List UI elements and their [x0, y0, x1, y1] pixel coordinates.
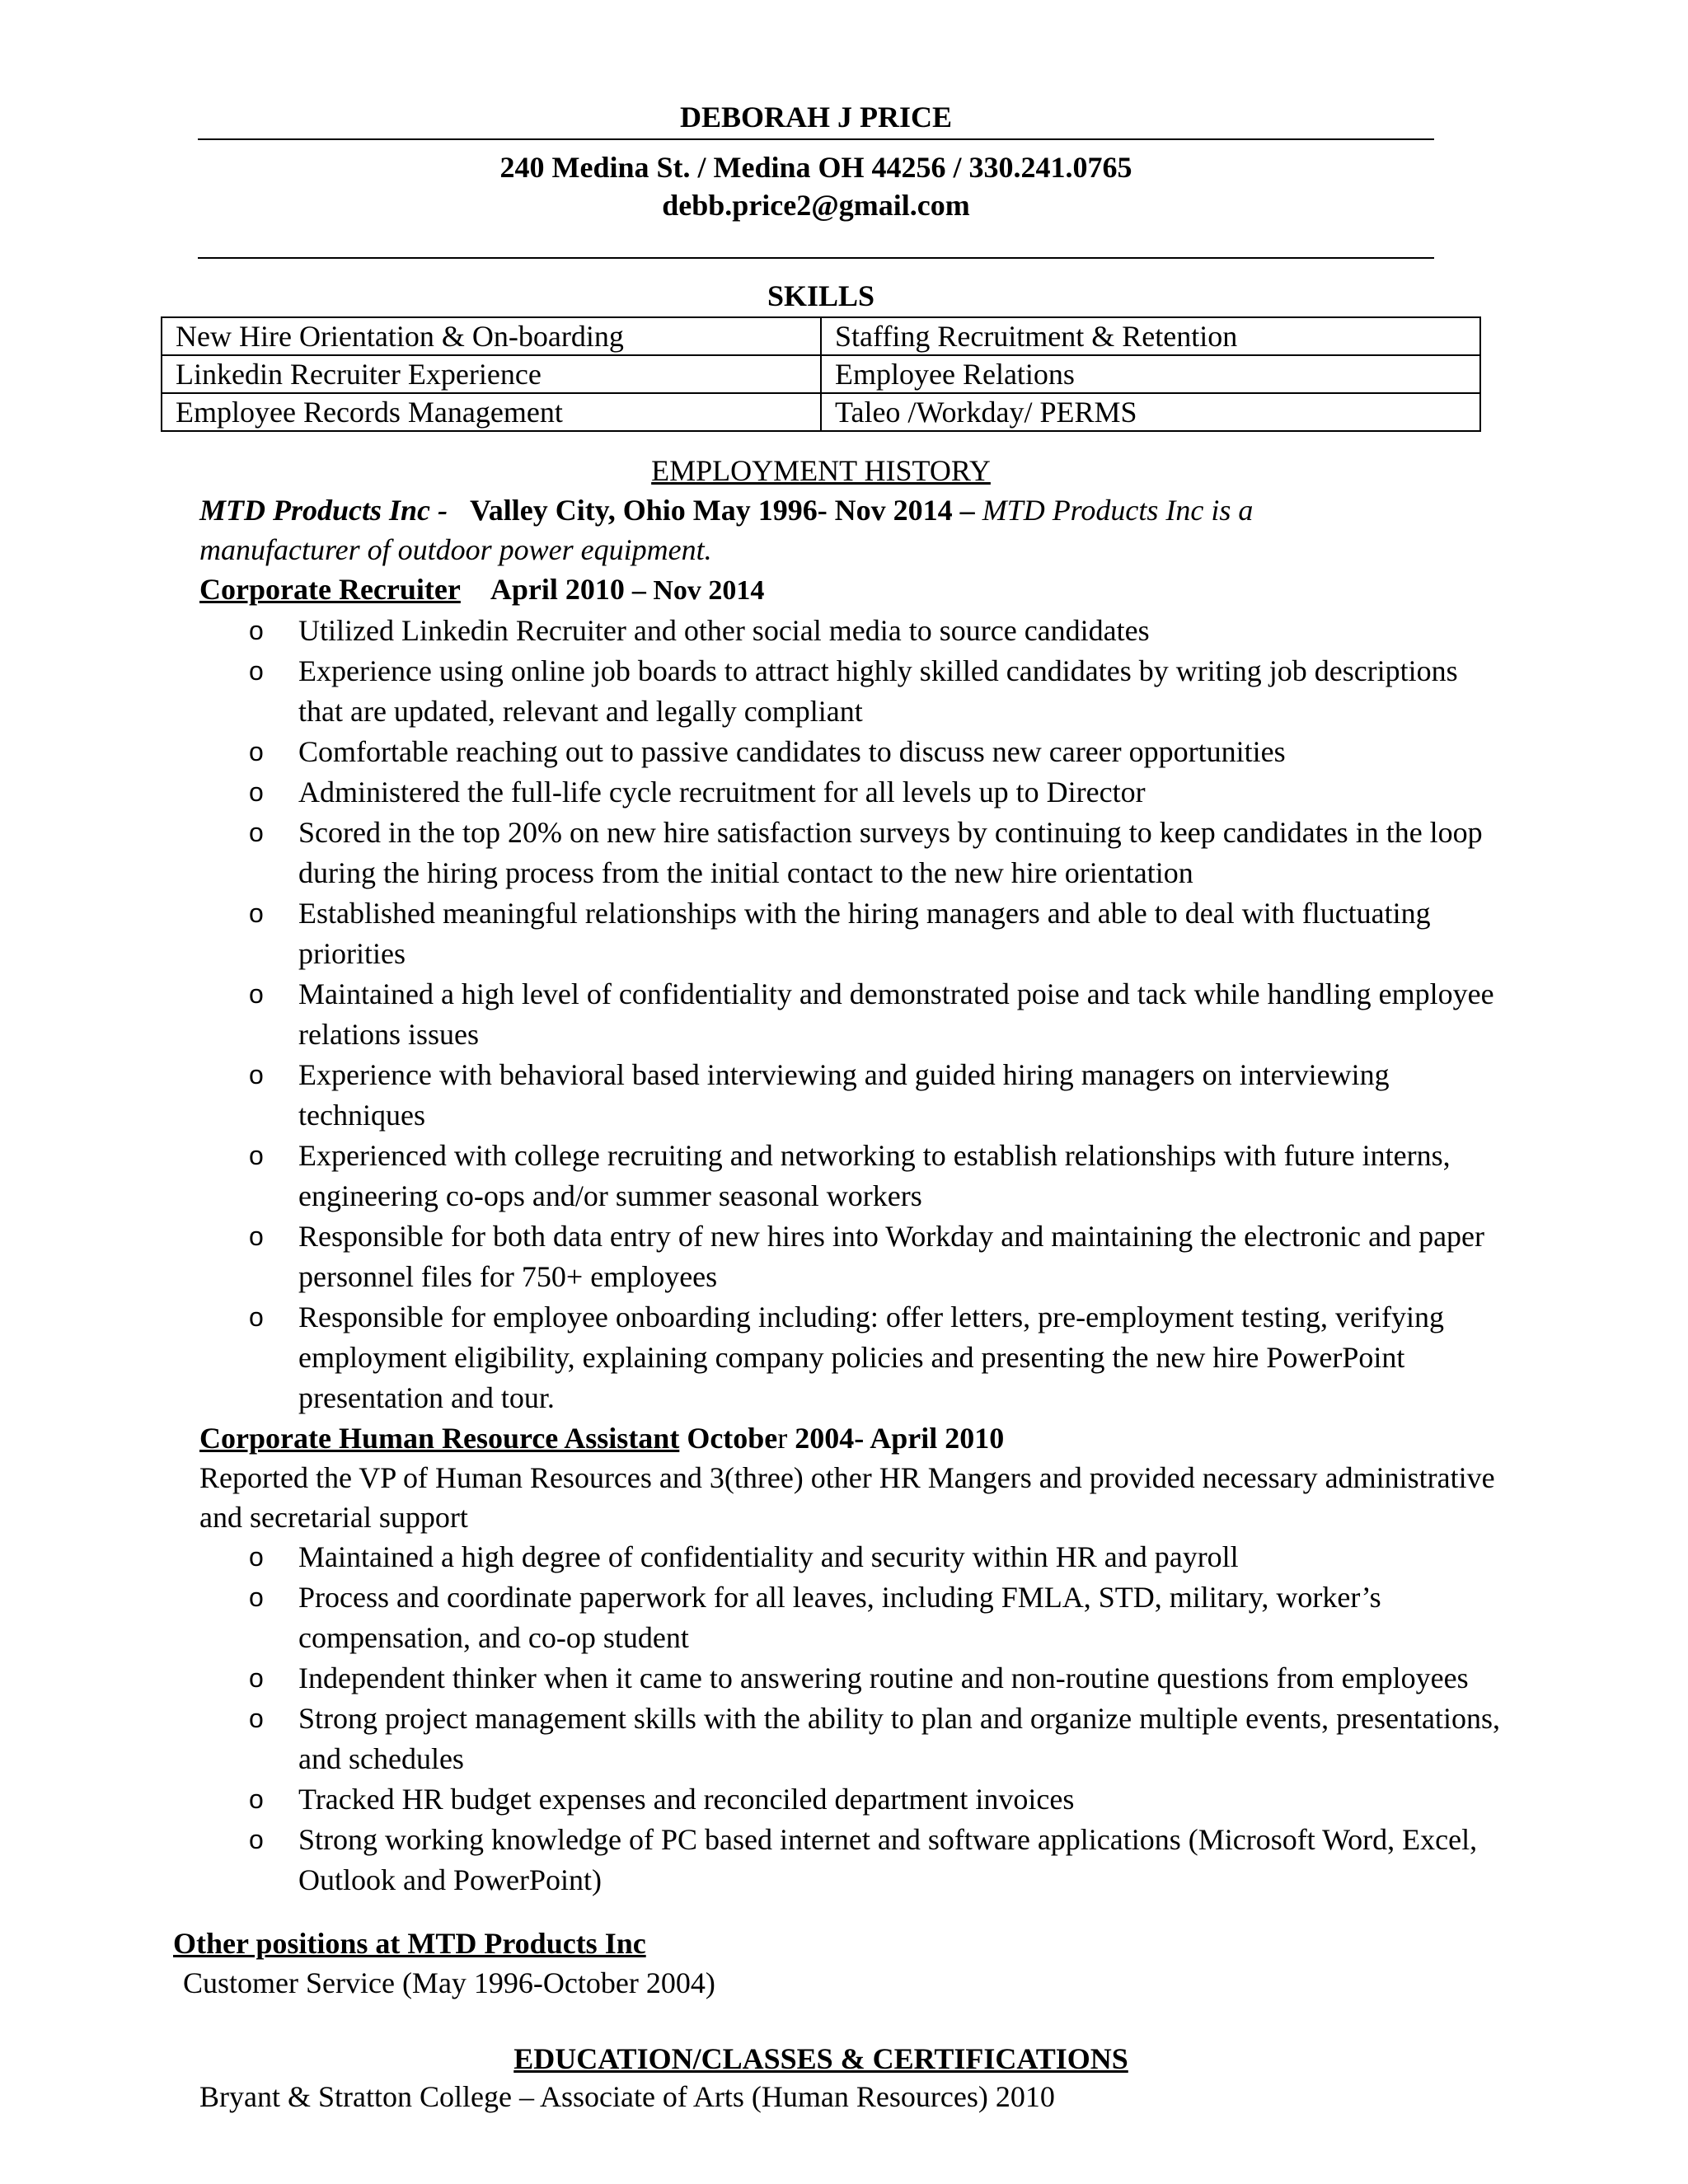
- other-positions-detail: Customer Service (May 1996-October 2004): [183, 1966, 715, 1999]
- list-item: o Maintained a high degree of confidentiality and security within HR and payroll: [249, 1540, 1239, 1573]
- skill-cell: Linkedin Recruiter Experience: [162, 355, 821, 393]
- skill-cell: Employee Relations: [821, 355, 1480, 393]
- list-item: o Scored in the top 20% on new hire satisfaction surveys by continuing to keep candidates in the loop during the hiring process from the initial contact to the new hire orientation: [249, 816, 1483, 889]
- skill-cell: New Hire Orientation & On-boarding: [162, 317, 821, 355]
- list-item: o Experience using online job boards to attract highly skilled candidates by writing job descriptions that are updated, relevant and legally compliant: [249, 654, 1458, 728]
- company-description-cont: manufacturer of outdoor power equipment.: [199, 533, 712, 566]
- skills-table: [161, 316, 1481, 432]
- role-title: Corporate Recruiter: [199, 573, 461, 606]
- list-item: o Tracked HR budget expenses and reconciled department invoices: [249, 1783, 1075, 1816]
- address-line: 240 Medina St. / Medina OH 44256 / 330.241.0765: [499, 151, 1132, 184]
- list-item: o Process and coordinate paperwork for all leaves, including FMLA, STD, military, worker’s compensation, and co-op student: [249, 1581, 1381, 1654]
- role-title: Corporate Human Resource Assistant: [199, 1422, 680, 1455]
- email-line: debb.price2@gmail.com: [662, 189, 970, 222]
- candidate-name: DEBORAH J PRICE: [679, 101, 953, 134]
- role-dates: Octobe: [687, 1422, 778, 1455]
- role-dates: April 2010: [490, 573, 625, 606]
- role-summary: Reported the VP of Human Resources and 3(three) other HR Mangers and provided necessary administrative and secretarial support: [199, 1461, 1495, 1534]
- list-item: o Independent thinker when it came to answering routine and non-routine questions from employees: [249, 1661, 1469, 1694]
- skill-cell: Employee Records Management: [162, 393, 821, 431]
- skill-cell: Staffing Recruitment & Retention: [821, 317, 1480, 355]
- list-item: o Experienced with college recruiting and networking to establish relationships with future interns, engineering co-ops and/or summer seasonal workers: [249, 1139, 1451, 1212]
- list-item: o Maintained a high level of confidentiality and demonstrated poise and tack while handling employee relations issues: [249, 977, 1494, 1051]
- role-bullets: [199, 1537, 1502, 1900]
- role-heading: [199, 1418, 1502, 1458]
- employment-heading: EMPLOYMENT HISTORY: [651, 454, 991, 487]
- skills-row: [162, 317, 1480, 355]
- education-heading: EDUCATION/CLASSES & CERTIFICATIONS: [513, 2042, 1128, 2075]
- company-location-dates: Valley City, Ohio May 1996- Nov 2014 –: [470, 494, 975, 527]
- list-item: o Utilized Linkedin Recruiter and other social media to source candidates: [249, 614, 1150, 647]
- list-item: o Experience with behavioral based interviewing and guided hiring managers on interviewing techniques: [249, 1058, 1390, 1132]
- contact-block: [198, 148, 1434, 224]
- company-name: MTD Products Inc -: [199, 494, 448, 527]
- skill-cell: Taleo /Workday/ PERMS: [821, 393, 1480, 431]
- skills-heading: SKILLS: [767, 279, 875, 312]
- employment-section: [199, 490, 1502, 1900]
- list-item: o Comfortable reaching out to passive candidates to discuss new career opportunities: [249, 735, 1286, 768]
- skills-row: [162, 393, 1480, 431]
- skills-row: [162, 355, 1480, 393]
- other-positions-section: [173, 1924, 1475, 2003]
- list-item: o Administered the full-life cycle recruitment for all levels up to Director: [249, 776, 1146, 808]
- role-dates-end: 2004- April 2010: [787, 1422, 1005, 1455]
- list-item: o Responsible for both data entry of new hires into Workday and maintaining the electronic and paper personnel files for 750+ employees: [249, 1220, 1485, 1293]
- role-dates-char: r: [777, 1422, 788, 1455]
- header-rule-bottom: [198, 257, 1434, 259]
- role-dates-end: – Nov 2014: [631, 575, 765, 606]
- company-line: [199, 490, 1502, 530]
- list-item: o Strong working knowledge of PC based internet and software applications (Microsoft Word, Excel, Outlook and PowerPoint): [249, 1823, 1478, 1896]
- education-detail: Bryant & Stratton College – Associate of Arts (Human Resources) 2010: [199, 2080, 1055, 2113]
- other-positions-heading: Other positions at MTD Products Inc: [173, 1927, 646, 1960]
- list-item: o Strong project management skills with the ability to plan and organize multiple events, presentations, and schedules: [249, 1702, 1501, 1775]
- role-bullets: [199, 611, 1502, 1418]
- list-item: o Established meaningful relationships with the hiring managers and able to deal with fluctuating priorities: [249, 897, 1431, 970]
- company-description: MTD Products Inc is a: [982, 494, 1254, 527]
- header-rule-top: [198, 138, 1434, 140]
- role-heading: [199, 569, 1502, 611]
- list-item: o Responsible for employee onboarding including: offer letters, pre-employment testing, verifying employment eligibility, explaining company policies and presenting the new hire PowerPoint presentation and tour.: [249, 1301, 1444, 1414]
